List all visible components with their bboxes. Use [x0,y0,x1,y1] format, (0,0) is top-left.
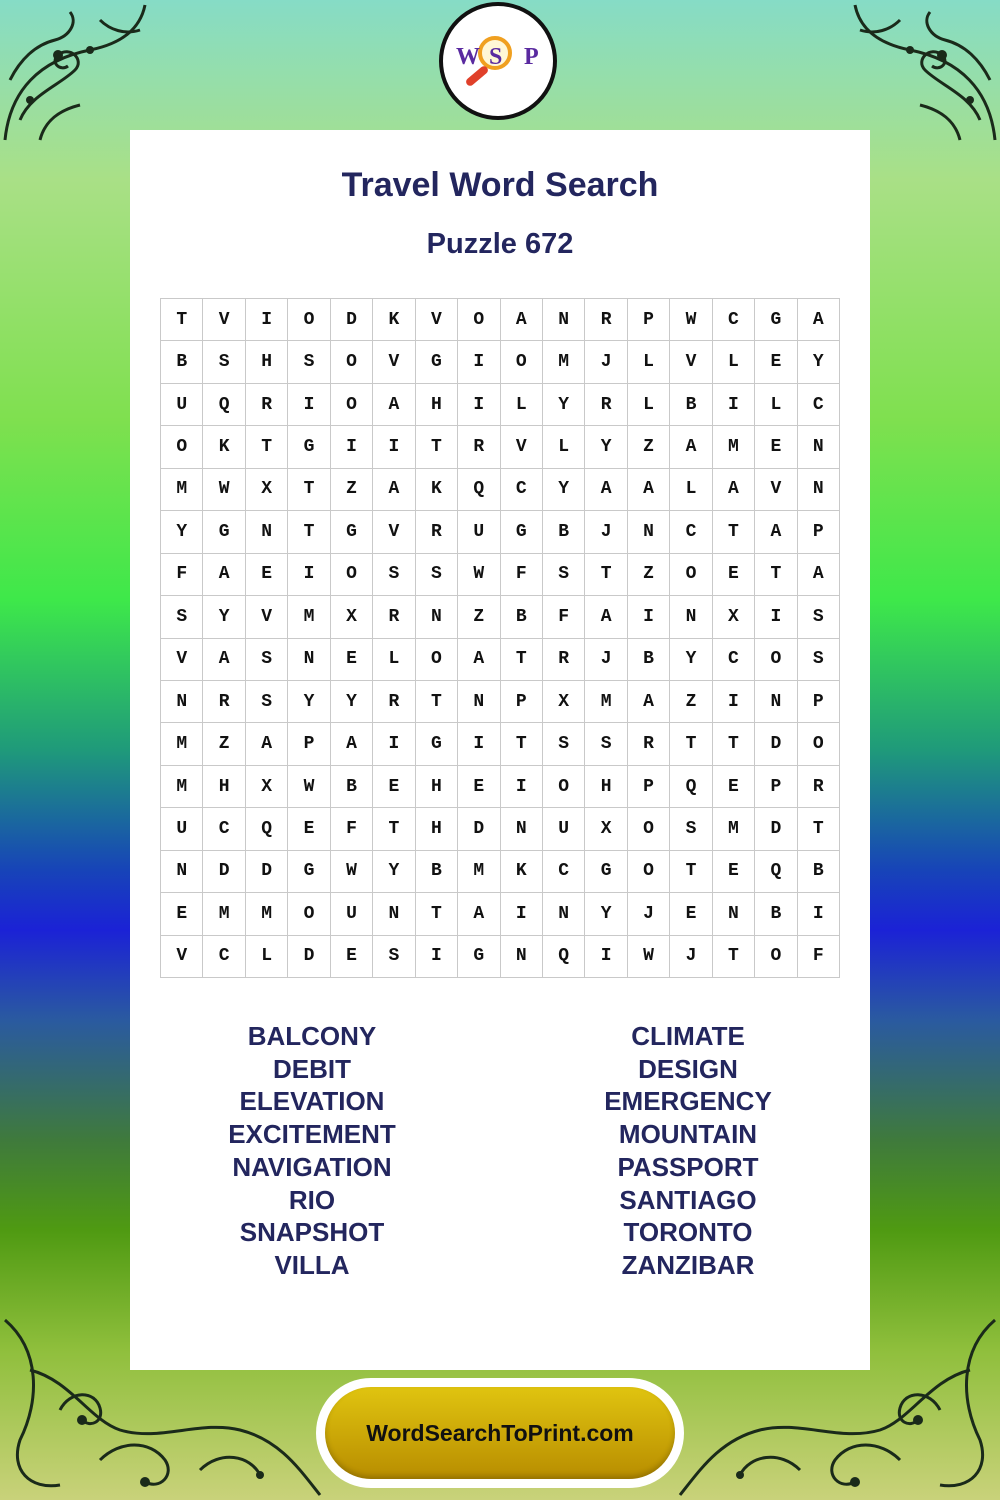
grid-cell[interactable]: T [755,554,797,596]
grid-cell[interactable]: Q [755,851,797,893]
grid-cell[interactable]: I [331,426,373,468]
grid-cell[interactable]: H [416,766,458,808]
grid-cell[interactable]: O [161,426,203,468]
grid-cell[interactable]: C [543,851,585,893]
grid-cell[interactable]: L [246,936,288,978]
grid-cell[interactable]: N [246,511,288,553]
grid-cell[interactable]: M [161,723,203,765]
grid-cell[interactable]: E [713,851,755,893]
grid-cell[interactable]: S [246,639,288,681]
grid-cell[interactable]: B [755,893,797,935]
grid-cell[interactable]: I [288,554,330,596]
word-list-item: EXCITEMENT [228,1119,396,1150]
grid-cell[interactable]: Z [670,681,712,723]
grid-cell[interactable]: L [713,341,755,383]
grid-cell[interactable]: B [798,851,840,893]
grid-cell[interactable]: O [670,554,712,596]
grid-cell[interactable]: M [458,851,500,893]
grid-cell[interactable]: C [203,936,245,978]
grid-cell[interactable]: U [543,808,585,850]
logo-letter-p: P [524,44,539,70]
grid-cell[interactable]: A [713,469,755,511]
grid-cell[interactable]: A [203,639,245,681]
grid-cell[interactable]: Y [331,681,373,723]
grid-cell[interactable]: A [798,299,840,341]
grid-cell[interactable]: P [798,681,840,723]
word-list-item: ELEVATION [239,1086,385,1117]
grid-cell[interactable]: W [670,299,712,341]
grid-cell[interactable]: E [755,426,797,468]
grid-cell[interactable]: M [585,681,627,723]
grid-cell[interactable]: O [628,851,670,893]
grid-cell[interactable]: R [585,384,627,426]
grid-cell[interactable]: A [585,596,627,638]
word-list-item: TORONTO [623,1217,753,1248]
grid-cell[interactable]: M [161,469,203,511]
grid-cell[interactable]: F [543,596,585,638]
grid-cell[interactable]: E [161,893,203,935]
grid-cell[interactable]: X [246,469,288,511]
grid-cell[interactable]: F [161,554,203,596]
grid-cell[interactable]: M [713,808,755,850]
grid-cell[interactable]: M [543,341,585,383]
grid-cell[interactable]: D [755,723,797,765]
grid-cell[interactable]: A [755,511,797,553]
grid-cell[interactable]: Y [288,681,330,723]
grid-cell[interactable]: T [670,851,712,893]
grid-cell[interactable]: R [628,723,670,765]
grid-cell[interactable]: V [203,299,245,341]
grid-cell[interactable]: E [713,766,755,808]
grid-cell[interactable]: L [501,384,543,426]
grid-cell[interactable]: T [416,681,458,723]
grid-cell[interactable]: S [373,554,415,596]
grid-cell[interactable]: H [585,766,627,808]
website-link-text: WordSearchToPrint.com [366,1419,634,1446]
word-list-item: BALCONY [247,1021,377,1051]
grid-cell[interactable]: C [501,469,543,511]
grid-cell[interactable]: B [501,596,543,638]
grid-cell[interactable]: B [331,766,373,808]
grid-cell[interactable]: O [288,893,330,935]
grid-cell[interactable]: X [713,596,755,638]
website-link-button[interactable] [325,1387,675,1479]
grid-cell[interactable]: N [501,808,543,850]
grid-cell[interactable]: T [501,723,543,765]
grid-cell[interactable]: F [798,936,840,978]
grid-cell[interactable]: C [203,808,245,850]
grid-cell[interactable]: P [628,299,670,341]
grid-cell[interactable]: Z [331,469,373,511]
logo-letter-s: S [489,44,503,70]
grid-cell[interactable]: J [670,936,712,978]
grid-cell[interactable]: N [798,426,840,468]
footer-badge [316,1378,684,1488]
word-list-item: MOUNTAIN [618,1119,758,1150]
grid-cell[interactable]: T [288,469,330,511]
grid-cell[interactable]: R [543,639,585,681]
letter-grid[interactable] [160,298,840,978]
grid-cell[interactable]: U [161,808,203,850]
grid-cell[interactable]: N [543,299,585,341]
grid-cell[interactable]: S [543,554,585,596]
grid-cell[interactable]: N [501,936,543,978]
grid-cell[interactable]: D [331,299,373,341]
grid-cell[interactable]: T [246,426,288,468]
grid-cell[interactable]: W [288,766,330,808]
grid-cell[interactable]: H [246,341,288,383]
grid-cell[interactable]: A [501,299,543,341]
grid-cell[interactable]: E [288,808,330,850]
grid-cell[interactable]: Q [670,766,712,808]
grid-cell[interactable]: T [501,639,543,681]
grid-cell[interactable]: V [161,639,203,681]
grid-cell[interactable]: L [628,384,670,426]
grid-cell[interactable]: P [501,681,543,723]
grid-cell[interactable]: Y [203,596,245,638]
grid-cell[interactable]: Z [203,723,245,765]
grid-cell[interactable]: V [373,511,415,553]
grid-cell[interactable]: Y [670,639,712,681]
grid-cell[interactable]: N [755,681,797,723]
grid-cell[interactable]: N [458,681,500,723]
grid-cell[interactable]: X [331,596,373,638]
grid-cell[interactable]: T [798,808,840,850]
grid-cell[interactable]: J [585,511,627,553]
grid-cell[interactable]: U [161,384,203,426]
grid-cell[interactable]: R [373,596,415,638]
grid-cell[interactable]: B [161,341,203,383]
grid-cell[interactable]: D [288,936,330,978]
grid-cell[interactable]: O [288,299,330,341]
grid-cell[interactable]: O [331,554,373,596]
grid-cell[interactable]: N [798,469,840,511]
grid-cell[interactable]: A [458,639,500,681]
grid-cell[interactable]: Q [203,384,245,426]
grid-cell[interactable]: Y [161,511,203,553]
grid-cell[interactable]: M [288,596,330,638]
grid-cell[interactable]: K [416,469,458,511]
grid-cell[interactable]: Z [628,554,670,596]
grid-cell[interactable]: V [670,341,712,383]
grid-cell[interactable]: C [670,511,712,553]
grid-cell[interactable]: O [331,384,373,426]
grid-cell[interactable]: E [755,341,797,383]
grid-cell[interactable]: O [628,808,670,850]
grid-cell[interactable]: G [288,851,330,893]
grid-cell[interactable]: O [543,766,585,808]
grid-cell[interactable]: T [416,426,458,468]
grid-cell[interactable]: U [458,511,500,553]
grid-cell[interactable]: S [246,681,288,723]
puzzle-number: Puzzle 672 [426,228,574,260]
grid-cell[interactable]: P [288,723,330,765]
grid-cell[interactable]: A [203,554,245,596]
grid-cell[interactable]: U [331,893,373,935]
word-list-item: PASSPORT [617,1151,759,1182]
grid-cell[interactable]: A [628,681,670,723]
grid-cell[interactable]: T [416,893,458,935]
grid-cell[interactable]: Y [373,851,415,893]
grid-cell[interactable]: R [798,766,840,808]
grid-cell[interactable]: W [331,851,373,893]
grid-cell[interactable]: T [585,554,627,596]
grid-cell[interactable]: Y [543,384,585,426]
grid-cell[interactable]: I [458,384,500,426]
site-logo[interactable] [439,2,557,120]
grid-cell[interactable]: G [458,936,500,978]
grid-cell[interactable]: L [373,639,415,681]
grid-cell[interactable]: R [203,681,245,723]
grid-cell[interactable]: G [331,511,373,553]
grid-cell[interactable]: X [543,681,585,723]
grid-cell[interactable]: I [755,596,797,638]
corner-ornament-top-right [850,0,1000,150]
grid-cell[interactable]: R [458,426,500,468]
word-list-item: RIO [288,1184,336,1215]
grid-cell[interactable]: Y [798,341,840,383]
grid-cell[interactable]: G [501,511,543,553]
logo-letter-w: W [456,44,480,70]
grid-cell[interactable]: I [713,681,755,723]
grid-cell[interactable]: I [501,893,543,935]
grid-cell[interactable]: S [203,341,245,383]
grid-cell[interactable]: K [203,426,245,468]
grid-cell[interactable]: D [458,808,500,850]
grid-cell[interactable]: S [161,596,203,638]
grid-cell[interactable]: W [628,936,670,978]
grid-cell[interactable]: V [755,469,797,511]
word-list-item: ZANZIBAR [621,1249,755,1280]
grid-cell[interactable]: Y [543,469,585,511]
grid-cell[interactable]: Z [628,426,670,468]
grid-cell[interactable]: W [458,554,500,596]
grid-cell[interactable]: I [246,299,288,341]
grid-cell[interactable]: N [373,893,415,935]
grid-cell[interactable]: G [416,723,458,765]
grid-cell[interactable]: I [501,766,543,808]
word-list-item: SANTIAGO [619,1184,757,1215]
grid-cell[interactable]: B [670,384,712,426]
grid-cell[interactable]: C [798,384,840,426]
grid-cell[interactable]: L [628,341,670,383]
grid-cell[interactable]: M [246,893,288,935]
grid-cell[interactable]: N [161,681,203,723]
grid-cell[interactable]: S [798,596,840,638]
word-list-item: NAVIGATION [232,1151,392,1182]
corner-ornament-top-left [0,0,150,150]
grid-cell[interactable]: H [416,808,458,850]
grid-cell[interactable]: A [458,893,500,935]
grid-cell[interactable]: L [543,426,585,468]
grid-cell[interactable]: M [203,893,245,935]
grid-cell[interactable]: O [501,341,543,383]
grid-cell[interactable]: Q [543,936,585,978]
grid-cell[interactable]: A [798,554,840,596]
grid-cell[interactable]: W [203,469,245,511]
grid-cell[interactable]: T [161,299,203,341]
grid-cell[interactable]: G [416,341,458,383]
word-list-left-column [162,1020,462,1282]
grid-cell[interactable]: B [543,511,585,553]
grid-cell[interactable]: M [713,426,755,468]
grid-cell[interactable]: E [331,639,373,681]
grid-cell[interactable]: V [161,936,203,978]
magnifier-logo-mark [448,26,548,96]
grid-cell[interactable]: E [246,554,288,596]
grid-cell[interactable]: A [331,723,373,765]
grid-cell[interactable]: N [288,639,330,681]
grid-cell[interactable]: O [755,639,797,681]
grid-cell[interactable]: T [713,511,755,553]
grid-cell[interactable]: S [288,341,330,383]
grid-cell[interactable]: J [628,893,670,935]
word-list-item: EMERGENCY [604,1086,772,1117]
grid-cell[interactable]: O [416,639,458,681]
grid-cell[interactable]: H [416,384,458,426]
word-list-item: VILLA [274,1249,350,1280]
grid-cell[interactable]: A [246,723,288,765]
grid-cell[interactable]: C [713,639,755,681]
grid-cell[interactable]: J [585,639,627,681]
grid-cell[interactable]: E [331,936,373,978]
grid-cell[interactable]: N [416,596,458,638]
grid-cell[interactable]: Q [246,808,288,850]
grid-cell[interactable]: B [628,639,670,681]
grid-cell[interactable]: I [458,341,500,383]
grid-cell[interactable]: V [246,596,288,638]
grid-cell[interactable]: T [670,723,712,765]
grid-cell[interactable]: O [798,723,840,765]
grid-cell[interactable]: I [798,893,840,935]
grid-cell[interactable]: T [373,808,415,850]
grid-cell[interactable]: V [416,299,458,341]
puzzle-sheet [130,130,870,1370]
word-list-item: DEBIT [273,1053,351,1084]
grid-cell[interactable]: A [670,426,712,468]
word-list [130,1020,870,1290]
grid-cell[interactable]: I [288,384,330,426]
grid-cell[interactable]: T [288,511,330,553]
grid-cell[interactable]: O [458,299,500,341]
grid-cell[interactable]: A [628,469,670,511]
grid-cell[interactable]: P [755,766,797,808]
grid-cell[interactable]: E [458,766,500,808]
grid-cell[interactable]: Y [585,893,627,935]
word-list-item: CLIMATE [631,1021,745,1051]
grid-cell[interactable]: I [416,936,458,978]
grid-cell[interactable]: X [585,808,627,850]
grid-cell[interactable]: S [543,723,585,765]
grid-cell[interactable]: C [713,299,755,341]
grid-cell[interactable]: R [585,299,627,341]
grid-cell[interactable]: B [416,851,458,893]
grid-cell[interactable]: S [373,936,415,978]
grid-cell[interactable]: I [373,426,415,468]
grid-cell[interactable]: F [331,808,373,850]
grid-cell[interactable]: P [628,766,670,808]
grid-cell[interactable]: N [543,893,585,935]
grid-cell[interactable]: X [246,766,288,808]
grid-cell[interactable]: S [670,808,712,850]
grid-cell[interactable]: A [373,384,415,426]
grid-cell[interactable]: H [203,766,245,808]
grid-cell[interactable]: L [670,469,712,511]
grid-cell[interactable]: S [416,554,458,596]
grid-cell[interactable]: D [203,851,245,893]
grid-cell[interactable]: K [373,299,415,341]
grid-cell[interactable]: I [713,384,755,426]
grid-cell[interactable]: I [628,596,670,638]
grid-cell[interactable]: E [670,893,712,935]
grid-cell[interactable]: A [373,469,415,511]
grid-cell[interactable]: J [585,341,627,383]
grid-cell[interactable]: G [585,851,627,893]
grid-cell[interactable]: D [755,808,797,850]
grid-cell[interactable]: P [798,511,840,553]
grid-cell[interactable]: N [713,893,755,935]
grid-cell[interactable]: Q [458,469,500,511]
grid-cell[interactable]: R [373,681,415,723]
grid-cell[interactable]: O [331,341,373,383]
grid-cell[interactable]: G [203,511,245,553]
grid-cell[interactable]: T [713,723,755,765]
grid-cell[interactable]: N [161,851,203,893]
grid-cell[interactable]: O [755,936,797,978]
grid-cell[interactable]: F [501,554,543,596]
grid-cell[interactable]: I [373,723,415,765]
word-list-right-column [538,1020,838,1282]
grid-cell[interactable]: V [373,341,415,383]
grid-cell[interactable]: N [628,511,670,553]
grid-cell[interactable]: R [246,384,288,426]
grid-cell[interactable]: L [755,384,797,426]
grid-cell[interactable]: I [458,723,500,765]
grid-cell[interactable]: K [501,851,543,893]
grid-cell[interactable]: Y [585,426,627,468]
grid-cell[interactable]: A [585,469,627,511]
grid-cell[interactable]: S [798,639,840,681]
grid-cell[interactable]: V [501,426,543,468]
grid-cell[interactable]: M [161,766,203,808]
grid-cell[interactable]: G [288,426,330,468]
grid-cell[interactable]: I [585,936,627,978]
grid-cell[interactable]: E [373,766,415,808]
grid-cell[interactable]: Z [458,596,500,638]
word-list-item: SNAPSHOT [239,1217,385,1248]
grid-cell[interactable]: T [713,936,755,978]
page-title: Travel Word Search [341,166,659,204]
grid-cell[interactable]: D [246,851,288,893]
grid-cell[interactable]: E [713,554,755,596]
grid-cell[interactable]: N [670,596,712,638]
grid-cell[interactable]: R [416,511,458,553]
grid-cell[interactable]: S [585,723,627,765]
grid-cell[interactable]: G [755,299,797,341]
word-list-item: DESIGN [638,1053,738,1084]
